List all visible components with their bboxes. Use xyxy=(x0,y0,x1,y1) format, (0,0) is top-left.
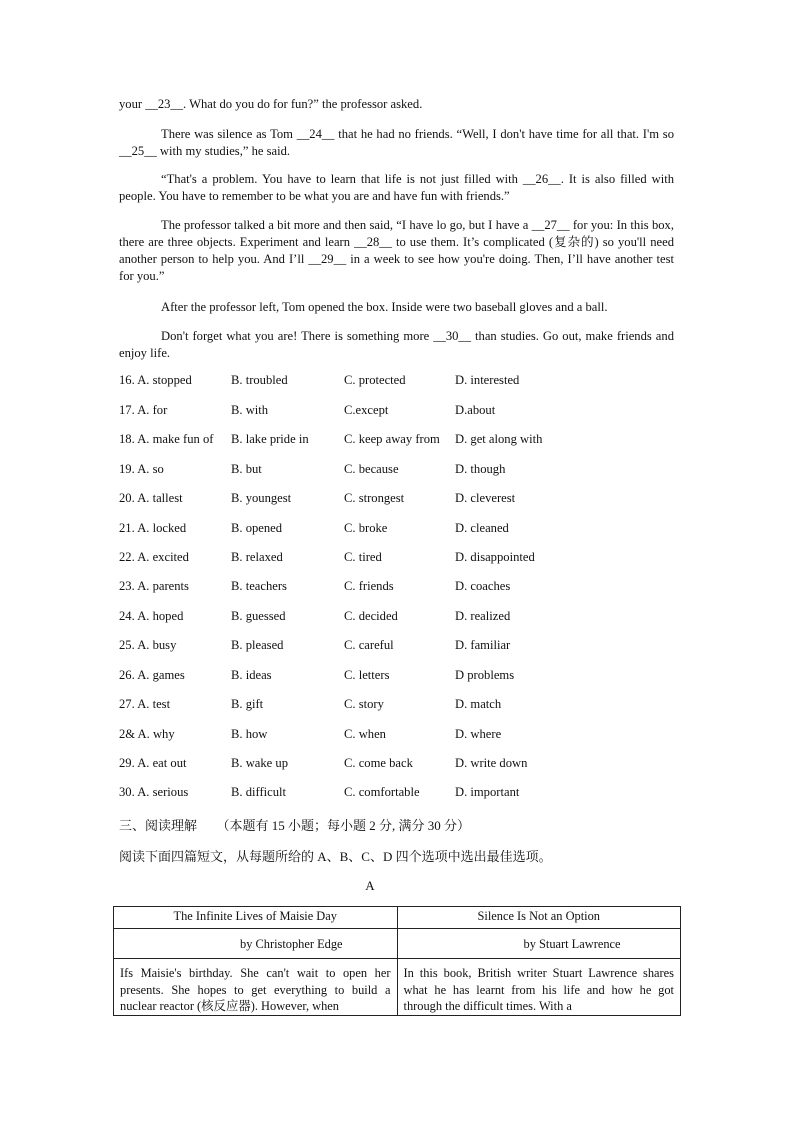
option-d: D problems xyxy=(455,668,515,682)
passage-paragraph-6: Don't forget what you are! There is something more __30__ than studies. Go out, make friends and enjoy life. xyxy=(119,329,674,360)
option-b: B. youngest xyxy=(231,491,292,505)
option-c: C. strongest xyxy=(344,491,405,505)
option-c: C. protected xyxy=(344,373,406,387)
book-author: by Stuart Lawrence xyxy=(523,937,621,951)
book-author: by Christopher Edge xyxy=(240,937,343,951)
book-description: Ifs Maisie's birthday. She can't wait to open her presents. She hopes to get everything to build a nuclear reactor (核反应器). However, when xyxy=(114,959,398,1016)
option-b: B. troubled xyxy=(231,373,288,387)
option-d: D. cleverest xyxy=(455,491,516,505)
book-title: Silence Is Not an Option xyxy=(397,907,681,929)
option-d: D. match xyxy=(455,697,502,711)
option-c: C. letters xyxy=(344,668,390,682)
option-b: B. how xyxy=(231,727,268,741)
option-row xyxy=(119,756,679,774)
option-c: C. comfortable xyxy=(344,785,420,799)
option-d: D. coaches xyxy=(455,579,511,593)
option-a: 25. A. busy xyxy=(119,638,177,652)
book-description: In this book, British writer Stuart Lawrence shares what he has learnt from his life and how he got through the difficult times. With a xyxy=(397,959,681,1016)
option-c: C. decided xyxy=(344,609,398,623)
option-row xyxy=(119,521,679,539)
option-d: D. disappointed xyxy=(455,550,535,564)
passage-paragraph-5: After the professor left, Tom opened the box. Inside were two baseball gloves and a ball. xyxy=(161,300,608,314)
option-a: 22. A. excited xyxy=(119,550,189,564)
option-row xyxy=(119,579,679,597)
option-d: D. interested xyxy=(455,373,520,387)
option-b: B. relaxed xyxy=(231,550,283,564)
option-d: D.about xyxy=(455,403,496,417)
option-row xyxy=(119,491,679,509)
option-c: C. careful xyxy=(344,638,394,652)
option-a: 16. A. stopped xyxy=(119,373,192,387)
option-row xyxy=(119,727,679,745)
option-b: B. guessed xyxy=(231,609,286,623)
option-b: B. teachers xyxy=(231,579,287,593)
option-d: D. familiar xyxy=(455,638,511,652)
option-row xyxy=(119,403,679,421)
option-b: B. pleased xyxy=(231,638,284,652)
section-instruction: 阅读下面四篇短文，从每题所给的 A、B、C、D 四个选项中选出最佳选项。 xyxy=(119,849,552,864)
option-row xyxy=(119,373,679,391)
option-b: B. ideas xyxy=(231,668,272,682)
option-a: 21. A. locked xyxy=(119,521,187,535)
option-b: B. opened xyxy=(231,521,283,535)
option-c: C. keep away from xyxy=(344,432,440,446)
option-a: 17. A. for xyxy=(119,403,168,417)
option-c: C. because xyxy=(344,462,399,476)
option-a: 30. A. serious xyxy=(119,785,189,799)
option-a: 23. A. parents xyxy=(119,579,189,593)
option-a: 2& A. why xyxy=(119,727,175,741)
book-title: The Infinite Lives of Maisie Day xyxy=(114,907,398,929)
option-d: D. important xyxy=(455,785,520,799)
option-row xyxy=(119,638,679,656)
option-a: 18. A. make fun of xyxy=(119,432,214,446)
option-b: B. but xyxy=(231,462,262,476)
option-d: D. where xyxy=(455,727,502,741)
option-c: C.except xyxy=(344,403,389,417)
passage-letter: A xyxy=(365,878,375,893)
passage-paragraph-4: The professor talked a bit more and then said, “I have lo go, but I have a __27__ for you: In this box, there are three objects. Experiment and learn __28__ to use them. It’s complicated (复杂的) so you'll need another person to help you. And I’ll __29__ in a week to see how you're doing. Then, I’ll have another test for you.” xyxy=(119,218,674,283)
option-row xyxy=(119,785,679,803)
option-a: 20. A. tallest xyxy=(119,491,183,505)
option-c: C. friends xyxy=(344,579,394,593)
passage-paragraph-3: “That's a problem. You have to learn that life is not just filled with __26__. It is also filled with people. You have to remember to be what you are and have fun with friends.” xyxy=(119,172,674,203)
option-d: D. realized xyxy=(455,609,511,623)
passage-paragraph-1: your __23__. What do you do for fun?” the professor asked. xyxy=(119,97,423,111)
option-c: C. come back xyxy=(344,756,413,770)
option-c: C. story xyxy=(344,697,384,711)
option-b: B. lake pride in xyxy=(231,432,309,446)
option-a: 26. A. games xyxy=(119,668,185,682)
book-author-cell xyxy=(114,929,398,959)
option-b: B. with xyxy=(231,403,269,417)
passage-paragraph-2: There was silence as Tom __24__ that he had no friends. “Well, I don't have time for all that. I'm so __25__ with my studies,” he said. xyxy=(119,127,674,158)
option-a: 24. A. hoped xyxy=(119,609,184,623)
option-b: B. gift xyxy=(231,697,264,711)
option-d: D. get along with xyxy=(455,432,543,446)
option-b: B. difficult xyxy=(231,785,287,799)
option-d: D. cleaned xyxy=(455,521,509,535)
option-b: B. wake up xyxy=(231,756,289,770)
option-c: C. tired xyxy=(344,550,382,564)
option-c: C. when xyxy=(344,727,386,741)
option-row xyxy=(119,609,679,627)
option-a: 27. A. test xyxy=(119,697,171,711)
option-d: D. though xyxy=(455,462,506,476)
book-table xyxy=(113,906,681,1016)
option-row xyxy=(119,668,679,686)
option-row xyxy=(119,550,679,568)
option-a: 19. A. so xyxy=(119,462,164,476)
option-a: 29. A. eat out xyxy=(119,756,187,770)
option-row xyxy=(119,462,679,480)
option-d: D. write down xyxy=(455,756,528,770)
book-author-cell xyxy=(397,929,681,959)
option-c: C. broke xyxy=(344,521,388,535)
section-heading: 三、阅读理解 （本题有 15 小题；每小题 2 分, 满分 30 分） xyxy=(119,818,471,833)
option-row xyxy=(119,432,679,450)
option-row xyxy=(119,697,679,715)
